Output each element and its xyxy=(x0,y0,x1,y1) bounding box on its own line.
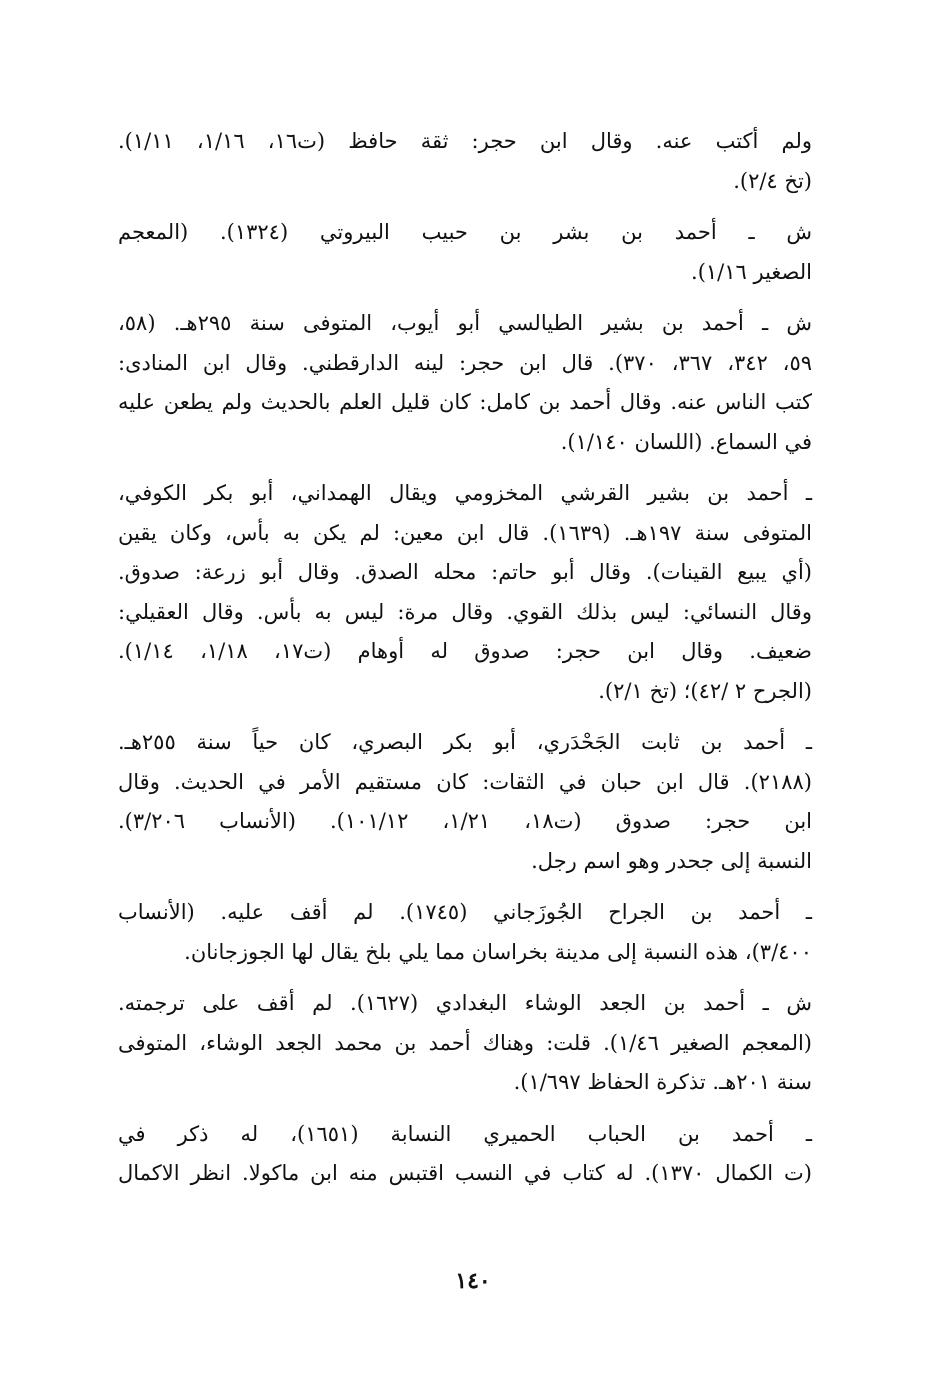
entry-line: (المعجم الصغير ١/٤٦). قلت: وهناك أحمد بن محمد الجعد الوشاء، المتوفى xyxy=(118,1030,812,1055)
entry-4 xyxy=(118,474,812,711)
entry-8 xyxy=(118,1115,812,1194)
entry-line: كتب الناس عنه. وقال أحمد بن كامل: كان قليل العلم بالحديث ولم يطعن عليه xyxy=(118,390,812,414)
entry-line: (أي يبيع القينات). وقال أبو حاتم: محله الصدق. وقال أبو زرعة: صدوق. xyxy=(118,560,813,584)
entry-line: (ت الكمال ١٣٧٠). له كتاب في النسب اقتبس منه ابن ماكولا. انظر الاكمال xyxy=(118,1161,812,1185)
entry-line: ـ أحمد بن ثابت الجَحْدَري، أبو بكر البصري، كان حياً سنة ٢٥٥هـ. xyxy=(118,730,813,754)
entry-line: ـ أحمد بن الجراح الجُوزَجاني (١٧٤٥). لم أقف عليه. (الأنساب xyxy=(118,900,812,924)
entry-line: النسبة إلى جحدر وهو اسم رجل. xyxy=(531,848,812,873)
entry-line: في السماع. (اللسان ١/١٤٠). xyxy=(560,429,812,454)
entry-line: وقال النسائي: ليس بذلك القوي. وقال مرة: ليس به بأس. وقال العقيلي: xyxy=(118,599,812,624)
entry-line: ٣/٤٠٠)، هذه النسبة إلى مدينة بخراسان مما يلي بلخ يقال لها الجوزجانان. xyxy=(184,939,812,964)
entry-line: (٢١٨٨). قال ابن حبان في الثقات: كان مستقيم الأمر في الحديث. وقال xyxy=(118,769,812,794)
entry-line: ش ـ أحمد بن الجعد الوشاء البغدادي (١٦٢٧). لم أقف على ترجمته. xyxy=(118,991,812,1015)
entry-line: ـ أحمد بن الحباب الحميري النسابة (١٦٥١)، له ذكر في xyxy=(118,1121,812,1146)
entry-line: ولم أكتب عنه. وقال ابن حجر: ثقة حافظ (ت١٦، ١/١٦، ١/١١). xyxy=(118,129,813,153)
entry-line: سنة ٢٠١هـ. تذكرة الحفاظ ١/٦٩٧). xyxy=(513,1070,812,1094)
entry-5 xyxy=(118,723,812,881)
entry-3 xyxy=(118,304,812,462)
entry-1 xyxy=(118,122,812,201)
entry-line: الصغير ١/١٦). xyxy=(691,259,812,284)
entry-line: ابن حجر: صدوق (ت١٨، ١/٢١، ١٠١/١٢). (الأنساب ٣/٢٠٦). xyxy=(118,809,812,833)
entry-line: ش ـ أحمد بن بشير الطيالسي أبو أيوب، المتوفى سنة ٢٩٥هـ. (٥٨، xyxy=(118,311,812,335)
entry-line: (تخ ٢/٤). xyxy=(733,168,812,193)
entry-line: المتوفى سنة ١٩٧هـ. (١٦٣٩). قال ابن معين: لم يكن به بأس، وكان يقين xyxy=(118,520,812,545)
page-body xyxy=(118,122,812,1206)
entry-7 xyxy=(118,984,812,1103)
entry-line: ش ـ أحمد بن بشر بن حبيب البيروتي (١٣٢٤). (المعجم xyxy=(118,220,812,244)
page-number: ١٤٠ xyxy=(455,1268,491,1294)
entry-line: ٥٩، ٣٤٢، ٣٦٧، ٣٧٠). قال ابن حجر: لينه الدارقطني. وقال ابن المنادى: xyxy=(118,350,812,375)
entry-line: ضعيف. وقال ابن حجر: صدوق له أوهام (ت١٧، ١/١٨، ١/١٤). xyxy=(118,639,813,663)
entry-line: ـ أحمد بن بشير القرشي المخزومي ويقال الهمداني، أبو بكر الكوفي، xyxy=(118,481,812,505)
entry-line: (الجرح ٢ /٤٢)؛ (تخ ٢/١). xyxy=(598,678,812,703)
entry-2 xyxy=(118,213,812,292)
entry-6 xyxy=(118,893,812,972)
